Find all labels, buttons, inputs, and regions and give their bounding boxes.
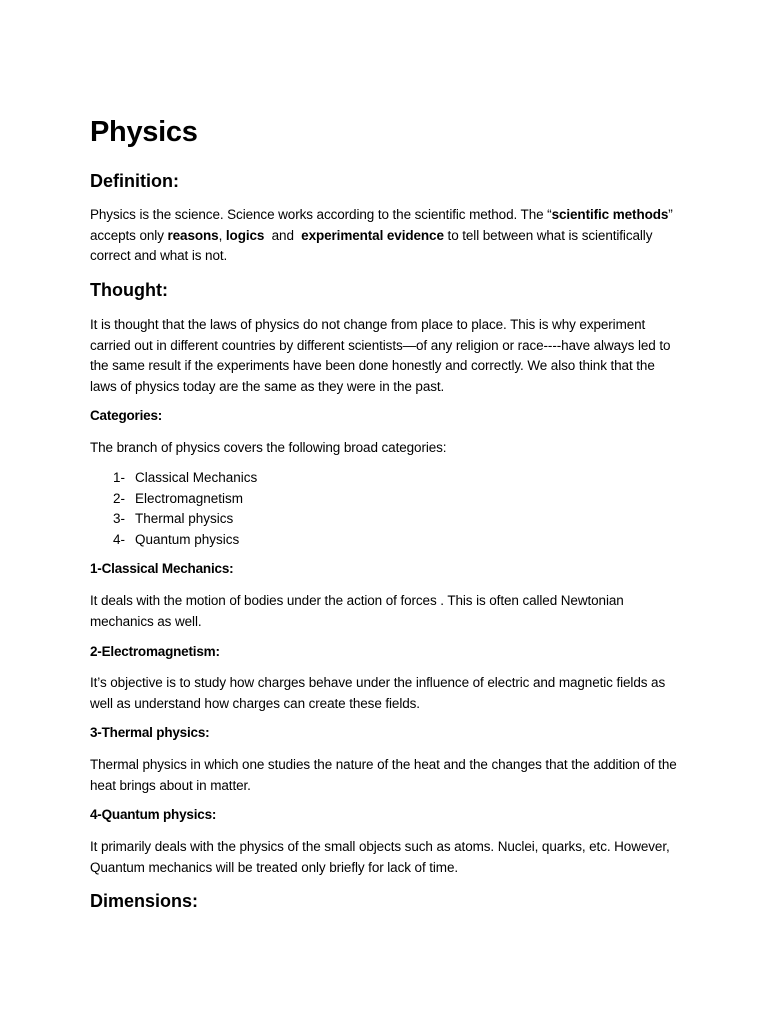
- list-item-number: 4-: [113, 532, 126, 548]
- classical-mechanics-heading: 1-Classical Mechanics:: [90, 561, 234, 576]
- definition-text-3: ,: [218, 227, 226, 243]
- definition-bold-experimental-evidence: experimental evidence: [301, 227, 444, 243]
- list-item-number: 1-: [113, 470, 126, 485]
- list-item-number: 2-: [113, 490, 126, 506]
- definition-bold-logics: logics: [225, 227, 265, 243]
- categories-list: [113, 468, 257, 551]
- quantum-physics-heading: 4-Quantum physics:: [90, 807, 217, 822]
- list-item-label: Classical Mechanics: [135, 470, 258, 485]
- electromagnetism-heading: 2-Electromagnetism:: [90, 644, 220, 659]
- quantum-physics-paragraph: It primarily deals with the physics of the small objects such as atoms. Nuclei, quarks, etc. However, Quantum mechanics will be treated only briefly for lack of time.: [90, 839, 670, 875]
- definition-bold-scientific-methods: scientific methods: [551, 207, 669, 222]
- list-item: [113, 509, 257, 530]
- list-item: [113, 530, 257, 551]
- electromagnetism-paragraph: It’s objective is to study how charges behave under the influence of electric and magnetic fields as well as understand how charges can create these fields.: [90, 675, 666, 711]
- list-item: [113, 468, 257, 489]
- classical-mechanics-paragraph: It deals with the motion of bodies under the action of forces . This is often called Newtonian mechanics as well.: [90, 593, 624, 629]
- list-item-number: 3-: [113, 511, 126, 527]
- list-item: [113, 489, 257, 510]
- definition-text-2: ” accepts only: [90, 207, 673, 243]
- list-item-label: Quantum physics: [135, 532, 240, 548]
- thought-paragraph: It is thought that the laws of physics do not change from place to place. This is why experiment carried out in different countries by different scientists—of any religion or race----have always led to the same result if the experiments have been done honestly and correctly. We also think that the laws of physics today are the same as they were in the past.: [90, 317, 671, 394]
- definition-text-4: and: [264, 227, 302, 243]
- list-item-label: Thermal physics: [135, 511, 234, 527]
- thought-heading: Thought:: [90, 280, 168, 300]
- definition-heading: Definition:: [90, 171, 179, 191]
- page-title: Physics: [90, 116, 198, 148]
- definition-paragraph: [90, 205, 680, 267]
- categories-intro: The branch of physics covers the following broad categories:: [90, 440, 447, 455]
- categories-heading: Categories:: [90, 408, 163, 423]
- list-item-label: Electromagnetism: [135, 490, 244, 506]
- definition-text-5: to tell between what is scientifically correct and what is not.: [90, 227, 653, 263]
- thermal-physics-paragraph: Thermal physics in which one studies the nature of the heat and the changes that the addition of the heat brings about in matter.: [90, 757, 677, 793]
- definition-bold-reasons: reasons: [167, 227, 219, 243]
- definition-text-1: Physics is the science. Science works according to the scientific method. The “: [90, 207, 552, 222]
- thermal-physics-heading: 3-Thermal physics:: [90, 725, 210, 740]
- dimensions-heading: Dimensions:: [90, 891, 199, 911]
